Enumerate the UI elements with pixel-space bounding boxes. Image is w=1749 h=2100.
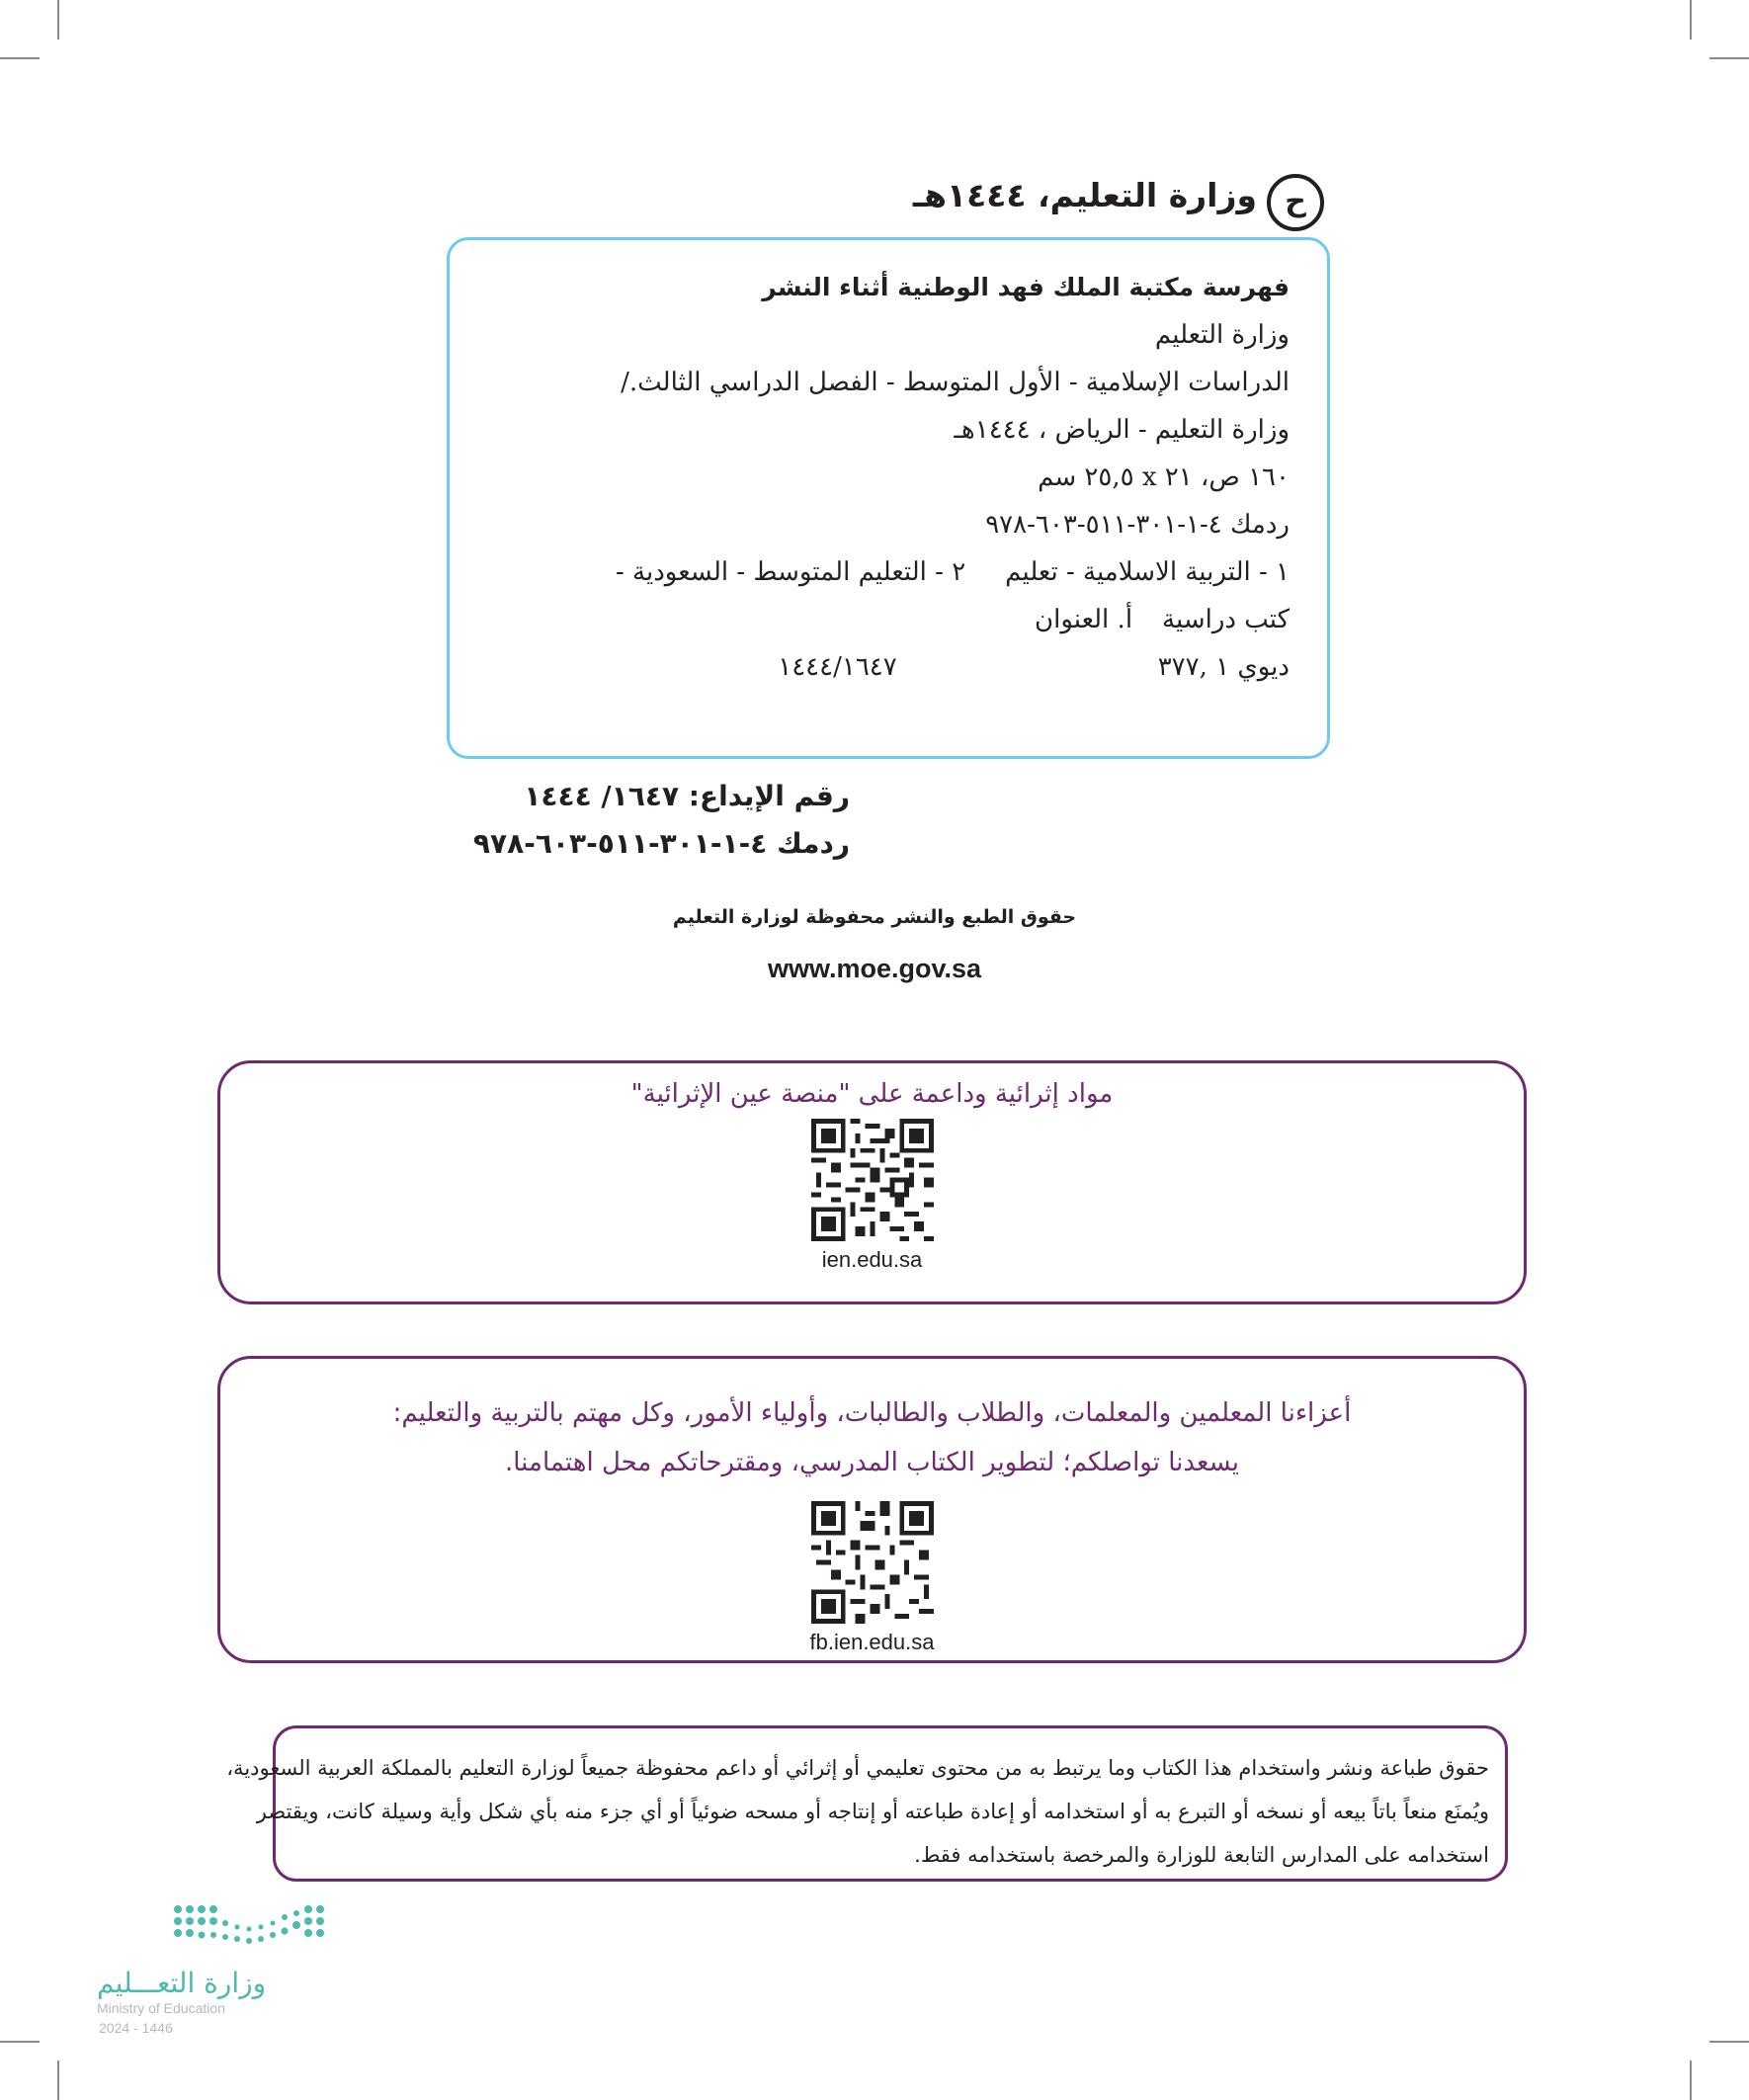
crop-mark: [1709, 57, 1749, 59]
rights-statement: حقوق الطبع والنشر محفوظة لوزارة التعليم: [672, 906, 1077, 928]
copyright-symbol: ح: [1267, 174, 1324, 231]
feedback-line-1: أعزاءنا المعلمين والمعلمات، والطلاب والطالبات، وأولياء الأمور، وكل مهتم بالتربية والتعليم:: [392, 1398, 1352, 1428]
crop-mark: [0, 57, 40, 59]
crop-mark: [1690, 0, 1692, 40]
crop-mark: [0, 2041, 40, 2043]
catalog-subject-2: ٢ - التعليم المتوسط - السعودية -: [615, 557, 966, 587]
crop-mark: [1690, 2060, 1692, 2100]
logo-arabic: وزارة التعـــليم: [97, 1967, 267, 1999]
logo-years: 2024 - 1446: [99, 2020, 173, 2036]
deposit-info: [455, 773, 850, 868]
catalog-dewey-row: [487, 643, 1290, 691]
catalog-isbn: ردمك ٤-١-٣٠١-٥١١-٦٠٣-٩٧٨: [985, 510, 1290, 540]
catalog-publisher: وزارة التعليم - الرياض ، ١٤٤٤هـ: [954, 415, 1290, 445]
catalog-author: وزارة التعليم: [1154, 320, 1290, 350]
ien-heading: مواد إثرائية وداعمة على "منصة عين الإثرائية": [630, 1079, 1114, 1109]
catalog-subject-4: أ. العنوان: [1035, 605, 1133, 634]
website-link[interactable]: www.moe.gov.sa: [767, 954, 982, 983]
catalog-subjects-row: [487, 548, 1290, 596]
feedback-url[interactable]: fb.ien.edu.sa: [809, 1630, 935, 1654]
catalog-subject-3: كتب دراسية: [1162, 605, 1290, 634]
catalog-book-title: الدراسات الإسلامية - الأول المتوسط - الفصل الدراسي الثالث./: [621, 368, 1290, 397]
catalog-title: فهرسة مكتبة الملك فهد الوطنية أثناء النشر: [762, 273, 1290, 301]
catalog-deposit-short: ١٤٤٤/١٦٤٧: [778, 652, 897, 682]
ien-url[interactable]: ien.edu.sa: [821, 1247, 923, 1272]
catalog-pages: ١٦٠ ص، ٢١ x ٢٥,٥ سم: [1038, 462, 1290, 492]
legal-line-3: استخدامه على المدارس التابعة للوزارة والمرخصة باستخدامه فقط.: [914, 1843, 1489, 1867]
legal-line-1: حقوق طباعة ونشر واستخدام هذا الكتاب وما يرتبط به من محتوى تعليمي أو إثرائي أو داعم محفوظة جميعاً لوزارة التعليم بالمملكة العربية السعودية،: [226, 1756, 1489, 1780]
legal-notice: [226, 1725, 1508, 1882]
copyright-header: [889, 170, 1324, 233]
copyright-text: وزارة التعليم، ١٤٤٤هـ: [912, 176, 1257, 214]
catalog-subjects-row-2: [487, 596, 1290, 643]
catalog-box: [447, 237, 1330, 759]
ministry-logo-icon: [170, 1895, 328, 1961]
crop-mark: [1709, 2041, 1749, 2043]
ien-panel: [217, 1060, 1527, 1304]
qr-code-icon[interactable]: [811, 1119, 934, 1241]
feedback-panel: [217, 1356, 1527, 1663]
ministry-logo: [87, 1895, 354, 2054]
logo-english: Ministry of Education: [97, 2000, 225, 2016]
deposit-isbn: ردمك ٤-١-٣٠١-٥١١-٦٠٣-٩٧٨: [472, 827, 850, 860]
legal-line-2: ويُمنَع منعاً باتاً بيعه أو نسخه أو التبرع به أو استخدامه أو إعادة طباعته أو إنتاجه أو مسحه ضوئياً أو أي جزء منه بأي شكل وأية وسيلة كانت، ويقتصر: [256, 1800, 1489, 1823]
deposit-number: رقم الإيداع: ١٦٤٧/ ١٤٤٤: [524, 780, 850, 812]
qr-code-icon[interactable]: [811, 1501, 934, 1624]
catalog-subject-1: ١ - التربية الاسلامية - تعليم: [1005, 557, 1290, 587]
crop-mark: [57, 2060, 59, 2100]
catalog-dewey: ديوي ١ ,٣٧٧: [1157, 652, 1290, 682]
crop-mark: [57, 0, 59, 40]
feedback-line-2: يسعدنا تواصلكم؛ لتطوير الكتاب المدرسي، ومقترحاتكم محل اهتمامنا.: [504, 1448, 1240, 1477]
